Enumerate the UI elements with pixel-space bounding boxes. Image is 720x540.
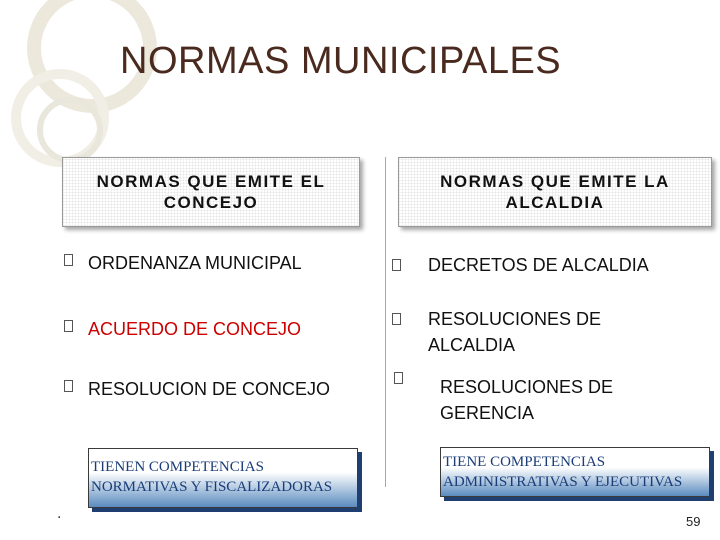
note-line: TIENEN COMPETENCIAS [91, 459, 264, 475]
square-bullet-icon [394, 372, 403, 384]
left-column-header: NORMAS QUE EMITE EL CONCEJO [62, 157, 360, 227]
column-divider [385, 157, 386, 487]
square-bullet-icon [392, 313, 401, 325]
left-item-ordenanza: ORDENANZA MUNICIPAL [88, 253, 302, 273]
left-item-resolucion: RESOLUCION DE CONCEJO [88, 379, 331, 399]
note-line: TIENE COMPETENCIAS [443, 454, 606, 470]
page-number: 59 [686, 514, 701, 529]
right-item-line: RESOLUCIONES DE [440, 377, 614, 397]
right-item-line: RESOLUCIONES DE [428, 309, 602, 329]
right-item-resoluciones-alcaldia [428, 306, 601, 358]
right-column-header: NORMAS QUE EMITE LA ALCALDIA [398, 157, 712, 227]
note-line: ADMINISTRATIVAS Y EJECUTIVAS [443, 474, 683, 490]
right-item-decretos: DECRETOS DE ALCALDIA [428, 255, 649, 275]
square-bullet-icon [392, 259, 401, 271]
page-title: NORMAS MUNICIPALES [120, 40, 562, 82]
right-competence-note [440, 447, 710, 497]
right-item-line: GERENCIA [440, 403, 535, 423]
note-line: NORMATIVAS Y FISCALIZADORAS [91, 479, 333, 495]
left-item-acuerdo: ACUERDO DE CONCEJO [88, 319, 302, 339]
square-bullet-icon [64, 254, 73, 266]
square-bullet-icon [64, 380, 73, 392]
left-competence-note [88, 448, 358, 508]
right-item-resoluciones-gerencia [440, 374, 613, 426]
square-bullet-icon [64, 320, 73, 332]
footer-dot: . [57, 505, 62, 522]
right-item-line: ALCALDIA [428, 335, 516, 355]
